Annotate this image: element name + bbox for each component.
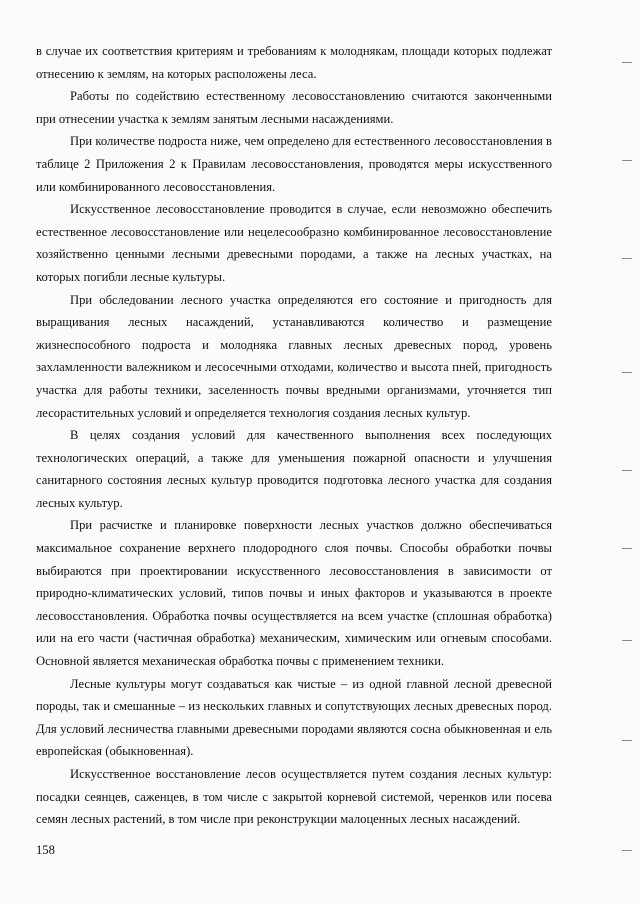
paragraph-7: При расчистке и планировке поверхности лесных участков должно обеспечиваться максимальное сохранение верхнего плодородного слоя почвы. Способы обработки почвы выбираются при проектировании искусственного лесовосстановления в зависимости от природно-климатических условий, типов почвы и иных факторов и указываются в проекте лесовосстановления. Обработка почвы осуществляется на всем участке (сплошная обработка) или на его части (частичная обработка) механическим, химическим или огневым способами. Основной является механическая обработка почвы с применением техники.	[36, 518, 552, 669]
paragraph-8: Лесные культуры могут создаваться как чистые – из одной главной лесной древесной породы, так и смешанные – из нескольких главных и сопутствующих лесных древесных пород. Для условий лесничества главными древесными породами являются сосна обыкновенная и ель европейская (обыкновенная).	[36, 676, 552, 759]
page-number: 158	[36, 843, 55, 857]
paragraph-4: Искусственное лесовосстановление проводится в случае, если невозможно обеспечить естественное лесовосстановление или нецелесообразно комбинированное лесовосстановление хозяйственно ценными лесными древесными породами, а также на лесных участках, на которых погибли лесные культуры.	[36, 202, 552, 284]
paragraph-6: В целях создания условий для качественного выполнения всех последующих технологических операций, а также для уменьшения пожарной опасности и улучшения санитарного состояния лесных культур проводится подготовка лесного участка для создания лесных культур.	[36, 428, 552, 510]
paragraph-2: Работы по содействию естественному лесовосстановлению считаются законченными при отнесении участка к землям занятым лесными насаждениями.	[36, 89, 552, 126]
paragraph-1: в случае их соответствия критериям и требованиям к молоднякам, площади которых подлежат отнесению к землям, на которых расположены леса.	[36, 44, 552, 81]
paragraph-5: При обследовании лесного участка определяются его состояние и пригодность для выращивания лесных насаждений, устанавливаются количество и размещение жизнеспособного подроста и молодняка главных лесных древесных пород, уровень захламленности валежником и лесосечными отходами, количество и высота пней, пригодность участка для работы техники, заселенность почвы вредными организмами, уточняется тип лесорастительных условий и определяется технология создания лесных культур.	[36, 292, 552, 420]
paragraph-9: Искусственное восстановление лесов осуществляется путем создания лесных культур: посадки сеянцев, саженцев, в том числе с закрытой корневой системой, черенков или посева семян лесных растений, в том числе при реконструкции малоценных лесных насаждений.	[36, 767, 552, 827]
paragraph-3: При количестве подроста ниже, чем определено для естественного лесовосстановления в таблице 2 Приложения 2 к Правилам лесовосстановления, проводятся меры искусственного или комбинированного лесовосстановления.	[36, 134, 552, 194]
document-page	[36, 40, 552, 831]
